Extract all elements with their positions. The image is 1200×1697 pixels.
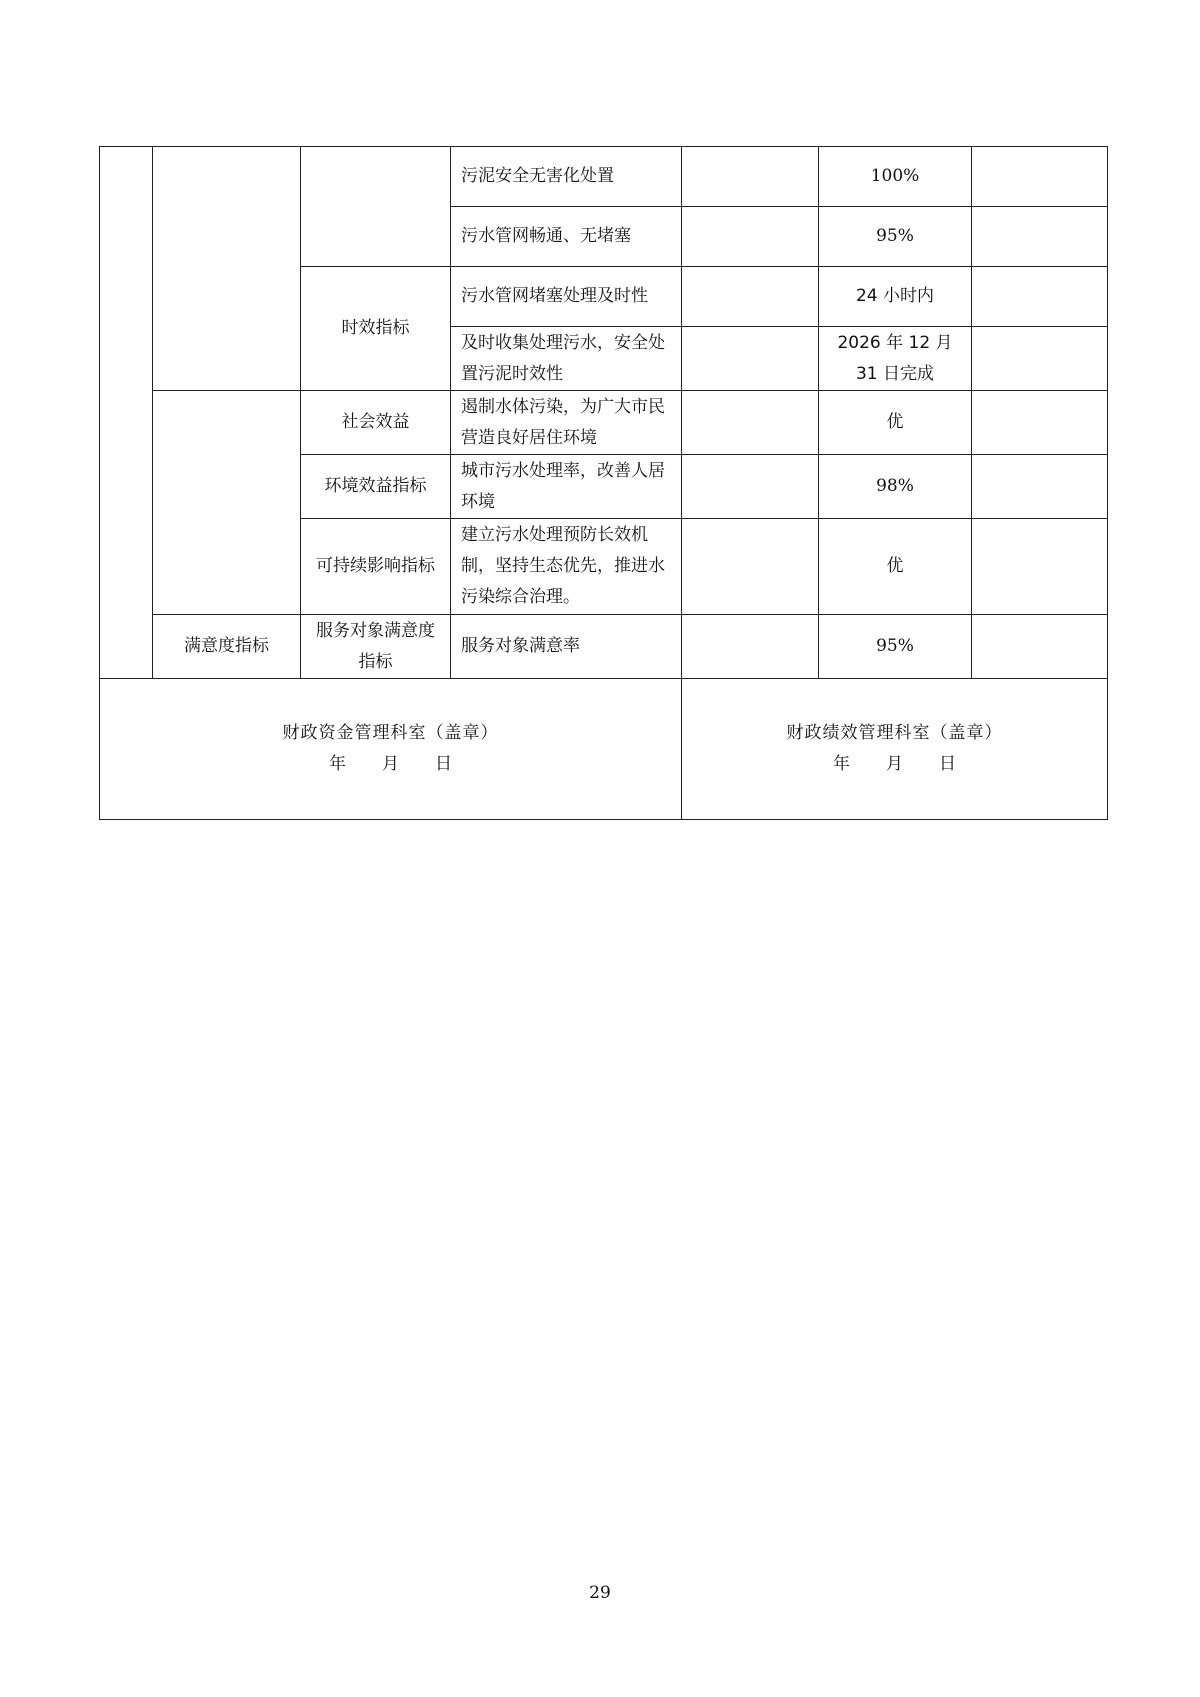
category-cell: 满意度指标 bbox=[153, 615, 301, 679]
date-day: 日 bbox=[939, 754, 956, 774]
target-cell bbox=[682, 147, 819, 207]
content-cell: 服务对象满意率 bbox=[451, 615, 682, 679]
table-row bbox=[100, 391, 1108, 455]
level2-category-cell bbox=[153, 391, 301, 615]
date-month: 月 bbox=[382, 754, 399, 774]
content-cell: 污水管网畅通、无堵塞 bbox=[451, 207, 682, 267]
value-cell: 100% bbox=[819, 147, 972, 207]
performance-indicator-table bbox=[99, 146, 1108, 820]
target-cell bbox=[682, 327, 819, 391]
target-cell bbox=[682, 519, 819, 615]
signature-date bbox=[692, 749, 1097, 780]
content-cell: 城市污水处理率，改善人居环境 bbox=[451, 455, 682, 519]
indicator-cell: 服务对象满意度指标 bbox=[301, 615, 451, 679]
target-cell bbox=[682, 267, 819, 327]
page-number: 29 bbox=[589, 1583, 611, 1603]
indicator-cell bbox=[301, 147, 451, 267]
remark-cell bbox=[972, 519, 1108, 615]
level2-category-cell bbox=[153, 147, 301, 391]
remark-cell bbox=[972, 207, 1108, 267]
target-cell bbox=[682, 391, 819, 455]
value-cell: 优 bbox=[819, 519, 972, 615]
content-cell: 遏制水体污染，为广大市民营造良好居住环境 bbox=[451, 391, 682, 455]
target-cell bbox=[682, 207, 819, 267]
level1-category-cell bbox=[100, 147, 153, 679]
content-cell: 污水管网堵塞处理及时性 bbox=[451, 267, 682, 327]
date-year: 年 bbox=[833, 754, 850, 774]
table-row bbox=[100, 615, 1108, 679]
table-row bbox=[100, 147, 1108, 207]
value-cell: 95% bbox=[819, 207, 972, 267]
date-year: 年 bbox=[329, 754, 346, 774]
date-month: 月 bbox=[886, 754, 903, 774]
value-cell: 2026 年 12 月 31 日完成 bbox=[819, 327, 972, 391]
content-cell: 污泥安全无害化处置 bbox=[451, 147, 682, 207]
value-cell: 优 bbox=[819, 391, 972, 455]
value-cell: 95% bbox=[819, 615, 972, 679]
date-day: 日 bbox=[435, 754, 452, 774]
finance-fund-office-signature bbox=[100, 679, 682, 820]
target-cell bbox=[682, 455, 819, 519]
value-cell: 24 小时内 bbox=[819, 267, 972, 327]
signature-title: 财政绩效管理科室（盖章） bbox=[786, 723, 1003, 743]
remark-cell bbox=[972, 391, 1108, 455]
content-cell: 建立污水处理预防长效机制，坚持生态优先，推进水污染综合治理。 bbox=[451, 519, 682, 615]
indicator-cell: 可持续影响指标 bbox=[301, 519, 451, 615]
indicator-cell: 时效指标 bbox=[301, 267, 451, 391]
signature-date bbox=[110, 749, 671, 780]
signature-title: 财政资金管理科室（盖章） bbox=[282, 723, 499, 743]
value-cell: 98% bbox=[819, 455, 972, 519]
remark-cell bbox=[972, 615, 1108, 679]
remark-cell bbox=[972, 455, 1108, 519]
finance-performance-office-signature bbox=[682, 679, 1108, 820]
indicator-cell: 社会效益 bbox=[301, 391, 451, 455]
remark-cell bbox=[972, 147, 1108, 207]
signature-row bbox=[100, 679, 1108, 820]
indicator-cell: 环境效益指标 bbox=[301, 455, 451, 519]
target-cell bbox=[682, 615, 819, 679]
content-cell: 及时收集处理污水，安全处置污泥时效性 bbox=[451, 327, 682, 391]
remark-cell bbox=[972, 267, 1108, 327]
remark-cell bbox=[972, 327, 1108, 391]
